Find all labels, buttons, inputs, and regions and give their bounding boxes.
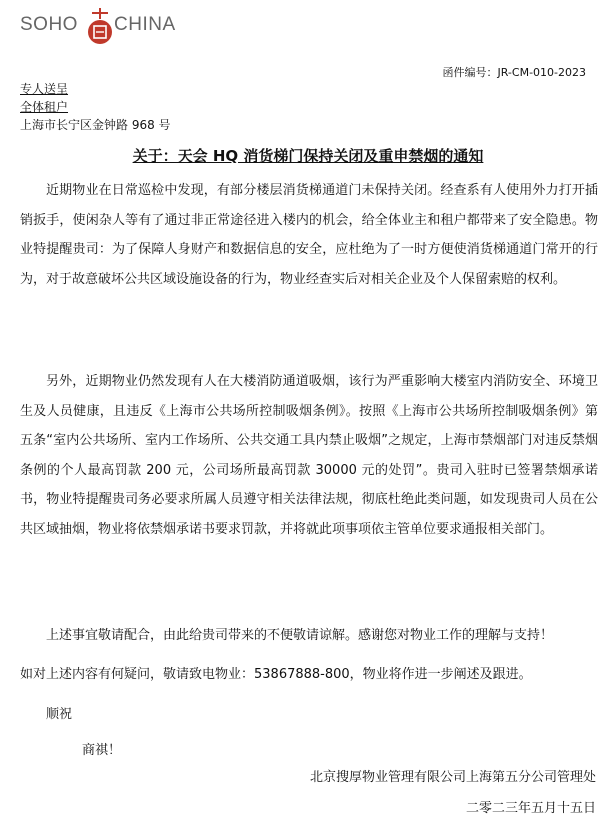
paragraph-thanks: 上述事宜敬请配合，由此给贵司带来的不便敬请谅解。感谢您对物业工作的理解与支持！ [46,628,554,643]
logo-text-right: CHINA [114,14,176,35]
recipient-delivery: 专人送呈 [20,82,69,96]
document-number: 函件编号：JR-CM-010-2023 [442,66,586,79]
paragraph-door-security: 近期物业在日常巡检中发现，有部分楼层消货梯通道门未保持关闭。经查系有人使用外力打开插销扳手，使闲杂人等有了通过非正常途径进入楼内的机会，给全体业主和租户都带来了安全隐患。物业特提醒贵司：为了保障人身财产和数据信息的安全，应杜绝为了一时方便使消货梯通道门常开的行为，对于故意破坏公共区域设施设备的行为，物业经查实后对相关企业及个人保留索赔的权利。 [20,183,598,287]
paragraph-no-smoking: 另外，近期物业仍然发现有人在大楼消防通道吸烟，该行为严重影响大楼室内消防安全、环境卫生及人员健康，且违反《上海市公共场所控制吸烟条例》。按照《上海市公共场所控制吸烟条例》第五条“室内公共场所、室内工作场所、公共交通工具内禁止吸烟”之规定，上海市禁烟部门对违反禁烟条例的个人最高罚款 200 元，公司场所最高罚款 30000 元的处罚”。贵司入驻时已签署禁烟承诺书，物业特提醒贵司务必要求所属人员遵守相关法律法规，彻底杜绝此类问题，如发现贵司人员在公共区域抽烟，物业将依禁烟承诺书要求罚款，并将就此项事项依主管单位要求通报相关部门。 [20,374,598,537]
soho-china-logo [20,8,180,42]
recipient-address: 上海市长宁区金钟路 968 号 [20,118,171,132]
closing-regards: 商祺！ [82,743,122,758]
recipient-tenants: 全体租户 [20,100,69,114]
seal-icon [85,8,115,46]
logo-text-left: SOHO [20,14,78,35]
closing-wish: 顺祝 [46,707,73,722]
paragraph-contact: 如对上述内容有何疑问，敬请致电物业：53867888-800，物业将作进一步阐述及跟进。 [20,667,532,682]
notice-title: 关于：天会 HQ 消货梯门保持关闭及重申禁烟的通知 [132,147,484,165]
signature-date: 二零二三年五月十五日 [465,801,596,816]
signature-company: 北京搜厚物业管理有限公司上海第五分公司管理处 [309,770,596,785]
